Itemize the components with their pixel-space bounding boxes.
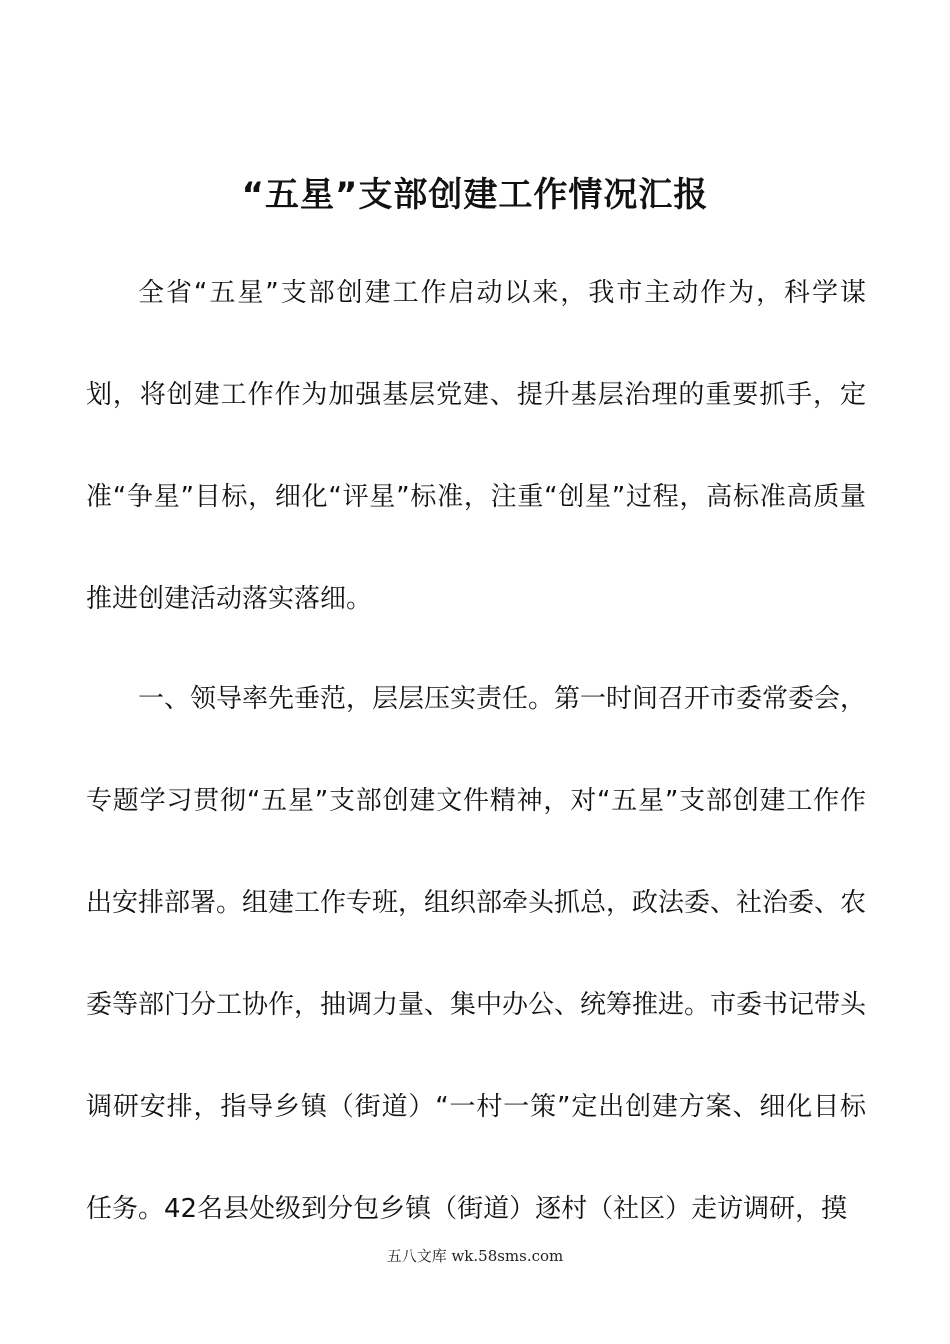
paragraph-intro: 全省“五星”支部创建工作启动以来，我市主动作为，科学谋划，将创建工作作为加强基层党建、提升基层治理的重要抓手，定准“争星”目标，细化“评星”标准，注重“创星”过程，高标准高质量推进创建活动落实落细。 (86, 278, 866, 614)
footer-watermark: 五八文库 wk.58sms.com (386, 1247, 564, 1265)
document-title: “五星”支部创建工作情况汇报 (241, 174, 709, 215)
paragraph-section-one: 一、领导率先垂范，层层压实责任。第一时间召开市委常委会，专题学习贯彻“五星”支部创建文件精神，对“五星”支部创建工作作出安排部署。组建工作专班，组织部牵头抓总，政法委、社治委、农委等部门分工协作，抽调力量、集中办公、统筹推进。市委书记带头调研安排，指导乡镇（街道）“一村一策”定出创建方案、细化目标任务。42名县处级到分包乡镇（街道）逐村（社区）走访调研，摸 (86, 684, 867, 1224)
